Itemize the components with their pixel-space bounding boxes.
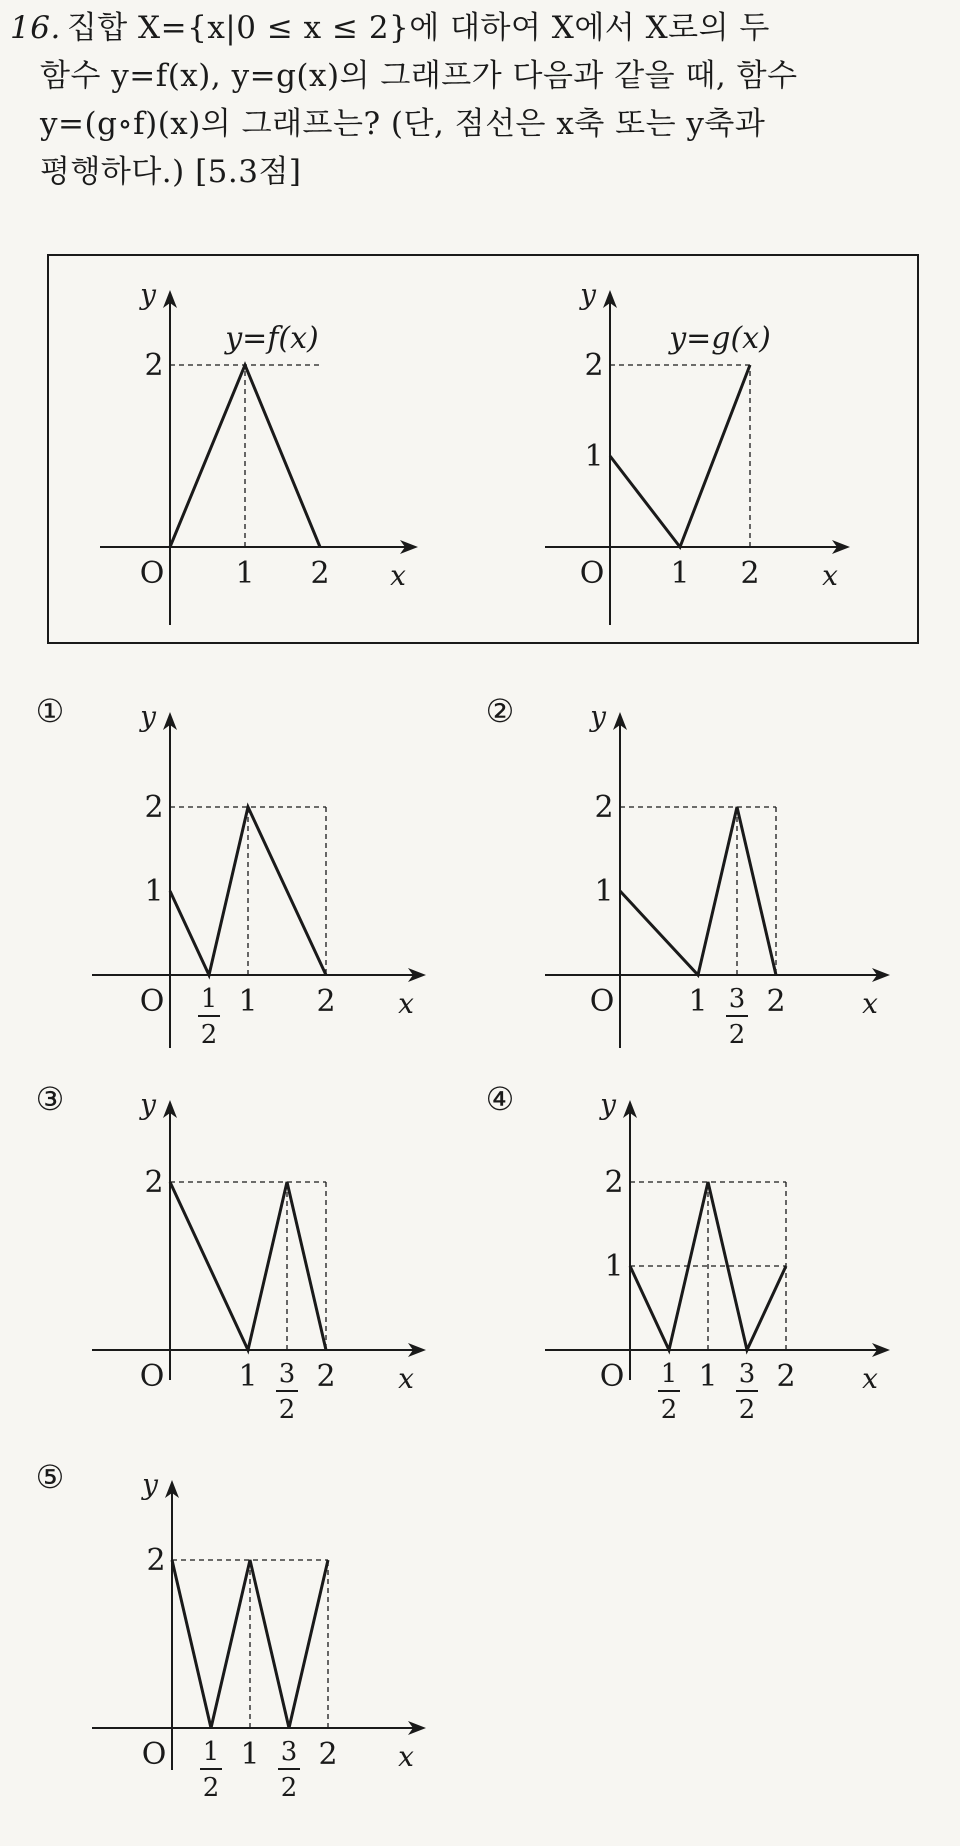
y-tick-2: 2 — [144, 790, 164, 825]
y-axis-label: y — [140, 700, 156, 733]
graph-f — [100, 278, 418, 625]
x-tick-1: 1 — [238, 984, 258, 1019]
x-tick-fraction — [278, 1737, 300, 1803]
choice-label: ③ — [35, 1080, 65, 1118]
fraction-numerator: 1 — [202, 1737, 220, 1767]
x-tick-fraction — [276, 1359, 298, 1425]
choice-3-graph — [36, 1080, 426, 1425]
x-axis-label: x — [398, 1740, 414, 1773]
choice-1-graph — [36, 692, 426, 1050]
y-axis-label: y — [590, 700, 606, 733]
function-curve — [610, 365, 750, 547]
choice-2-graph — [486, 692, 890, 1050]
function-curve — [620, 807, 776, 975]
x-axis-label: x — [862, 987, 878, 1020]
origin-label: O — [141, 1737, 167, 1772]
fraction-numerator: 3 — [278, 1359, 296, 1389]
question-line-2: 함수 y=f(x), y=g(x)의 그래프가 다음과 같을 때, 함수 — [40, 58, 798, 94]
x-tick-1: 1 — [240, 1737, 260, 1772]
x-tick-1: 1 — [670, 556, 690, 591]
x-axis-label: x — [398, 1362, 414, 1395]
x-tick-1: 1 — [235, 556, 255, 591]
fraction-denominator: 2 — [280, 1773, 298, 1803]
y-tick-1: 1 — [584, 439, 604, 474]
fraction-numerator: 3 — [728, 984, 746, 1014]
fraction-denominator: 2 — [738, 1395, 756, 1425]
x-tick-1: 1 — [698, 1359, 718, 1394]
y-axis-label: y — [140, 278, 156, 311]
choice-5-graph — [36, 1458, 426, 1803]
x-tick-fraction — [726, 984, 748, 1050]
y-tick-2: 2 — [594, 790, 614, 825]
x-axis-label: x — [862, 1362, 878, 1395]
origin-label: O — [139, 1359, 165, 1394]
y-tick-2: 2 — [144, 348, 164, 383]
y-tick-1: 1 — [594, 874, 614, 909]
y-axis-label: y — [600, 1088, 616, 1121]
fraction-denominator: 2 — [278, 1395, 296, 1425]
choice-label: ④ — [485, 1080, 515, 1118]
fraction-numerator: 3 — [280, 1737, 298, 1767]
x-tick-2: 2 — [310, 556, 330, 591]
y-tick-2: 2 — [584, 348, 604, 383]
fraction-denominator: 2 — [660, 1395, 678, 1425]
question-number: 16. — [10, 10, 61, 46]
fraction-denominator: 2 — [202, 1773, 220, 1803]
y-tick-2: 2 — [146, 1543, 166, 1578]
graph-caption: y=f(x) — [225, 321, 319, 356]
x-tick-2: 2 — [316, 984, 336, 1019]
y-axis-label: y — [142, 1468, 158, 1501]
fraction-denominator: 2 — [728, 1020, 746, 1050]
y-tick-2: 2 — [144, 1165, 164, 1200]
x-axis-label: x — [822, 559, 838, 592]
x-tick-1: 1 — [688, 984, 708, 1019]
x-tick-2: 2 — [776, 1359, 796, 1394]
x-axis-label: x — [398, 987, 414, 1020]
x-tick-2: 2 — [766, 984, 786, 1019]
graph-g — [545, 278, 850, 625]
choice-label: ⑤ — [35, 1458, 65, 1496]
x-tick-2: 2 — [318, 1737, 338, 1772]
given-graphs-box — [48, 255, 918, 643]
y-axis-label: y — [580, 278, 596, 311]
x-tick-fraction — [200, 1737, 222, 1803]
graph-caption: y=g(x) — [669, 321, 771, 356]
y-tick-1: 1 — [144, 874, 164, 909]
y-tick-2: 2 — [604, 1165, 624, 1200]
question-line-1-text: 집합 X={x|0 ≤ x ≤ 2}에 대하여 X에서 X로의 두 — [66, 10, 770, 46]
fraction-numerator: 3 — [738, 1359, 756, 1389]
y-tick-1: 1 — [604, 1249, 624, 1284]
fraction-denominator: 2 — [200, 1020, 218, 1050]
choice-label: ① — [35, 692, 65, 730]
fraction-numerator: 1 — [200, 984, 218, 1014]
origin-label: O — [139, 984, 165, 1019]
x-tick-fraction — [198, 984, 220, 1050]
origin-label: O — [589, 984, 615, 1019]
question-line-3: y=(g∘f)(x)의 그래프는? (단, 점선은 x축 또는 y축과 — [40, 106, 766, 142]
question-line-4: 평행하다.) [5.3점] — [40, 154, 302, 190]
origin-label: O — [139, 556, 165, 591]
x-tick-2: 2 — [316, 1359, 336, 1394]
fraction-numerator: 1 — [660, 1359, 678, 1389]
choice-4-graph — [486, 1080, 890, 1425]
x-tick-fraction — [736, 1359, 758, 1425]
x-axis-label: x — [390, 559, 406, 592]
origin-label: O — [579, 556, 605, 591]
origin-label: O — [599, 1359, 625, 1394]
y-axis-label: y — [140, 1088, 156, 1121]
x-tick-2: 2 — [740, 556, 760, 591]
choice-label: ② — [485, 692, 515, 730]
x-tick-1: 1 — [238, 1359, 258, 1394]
x-tick-fraction — [658, 1359, 680, 1425]
function-curve — [170, 1182, 326, 1350]
